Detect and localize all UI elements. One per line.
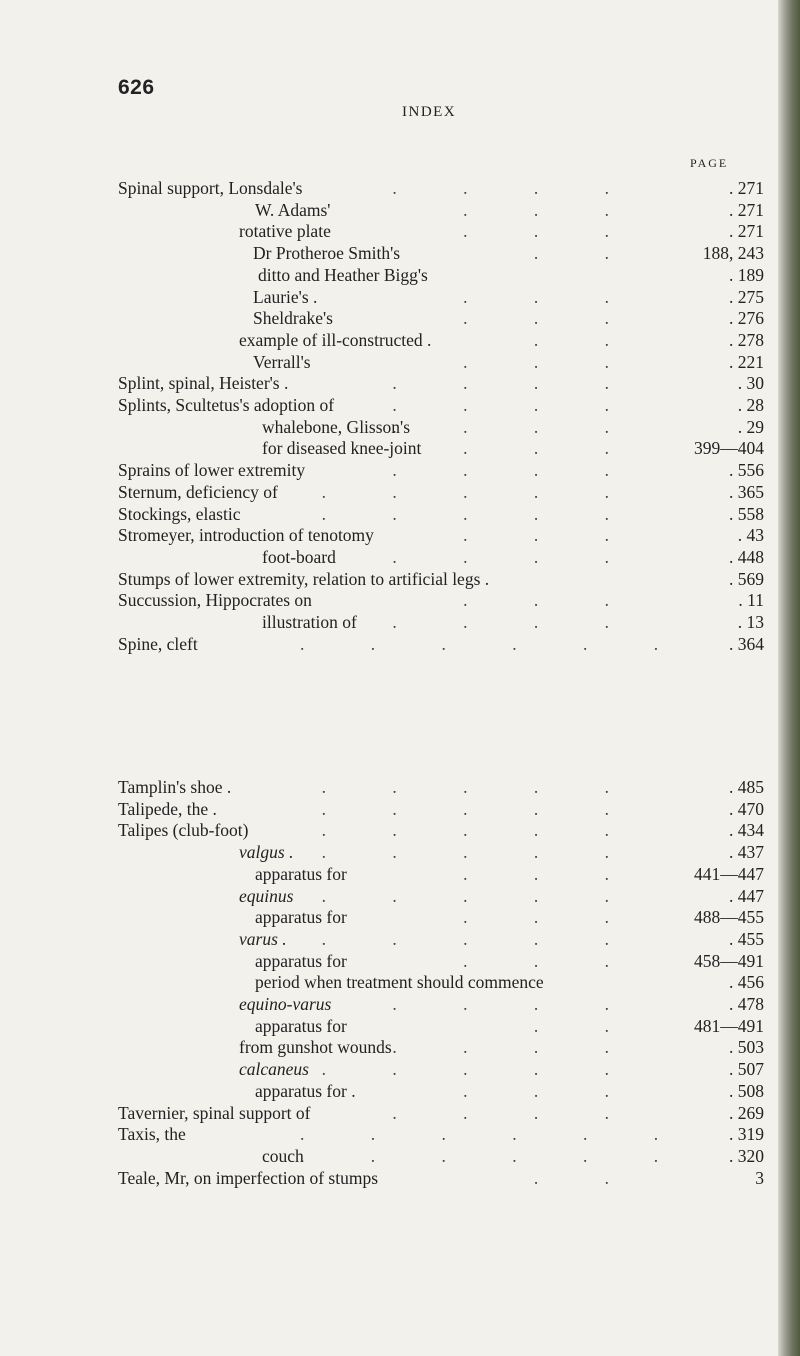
- leader-dots: . . . .: [392, 395, 640, 415]
- entry-page: . 11: [738, 590, 764, 611]
- index-entry: [0, 1145, 770, 1167]
- index-entry: [0, 906, 770, 928]
- entry-page: . 456: [729, 972, 764, 993]
- leader-dots: . . .: [463, 590, 640, 611]
- entry-label: Sternum, deficiency of: [118, 481, 278, 502]
- index-entry: [0, 372, 770, 394]
- entry-page: . 189: [729, 264, 764, 285]
- leader-dots: . . . . . .: [300, 1145, 690, 1166]
- entry-label: Tamplin's shoe .: [118, 777, 232, 797]
- index-entry: [0, 286, 770, 308]
- leader-dots: . . . . . .: [300, 1124, 690, 1145]
- entry-page: . 30: [737, 373, 764, 394]
- entry-label: whalebone, Glisson's: [262, 416, 410, 437]
- entry-page: . 269: [729, 1102, 764, 1123]
- leader-dots: . . .: [463, 525, 640, 546]
- index-entry: [0, 928, 770, 950]
- index-entry: [0, 611, 770, 633]
- entry-page: . 569: [729, 568, 764, 589]
- entry-label: apparatus for: [255, 907, 347, 928]
- entry-page: . 558: [729, 503, 764, 524]
- running-head: INDEX: [402, 104, 457, 120]
- index-entry: [0, 307, 770, 329]
- leader-dots: . . . . .: [321, 928, 640, 949]
- index-entry: [0, 416, 770, 438]
- entry-page: 481—491: [694, 1015, 764, 1036]
- index-entry: [0, 524, 770, 546]
- entry-label: example of ill-constructed .: [239, 329, 432, 350]
- leader-dots: . . . . .: [321, 546, 640, 567]
- leader-dots: . . . . .: [321, 798, 640, 819]
- entry-label: equino-varus: [239, 994, 332, 1014]
- page-edge-shadow: [778, 0, 800, 1356]
- entry-label: apparatus for: [255, 950, 347, 971]
- leader-dots: . . . . .: [321, 842, 640, 863]
- index-entry: [0, 351, 770, 373]
- entry-page: . 485: [729, 777, 764, 797]
- leader-dots: . . . . . .: [300, 633, 690, 654]
- index-entry: [0, 1102, 770, 1124]
- entry-label: apparatus for: [255, 1015, 347, 1036]
- entry-page: 3: [755, 1167, 764, 1188]
- entry-label: Spinal support, Lonsdale's: [118, 178, 303, 198]
- entry-page: . 276: [729, 308, 764, 329]
- entry-page: . 447: [729, 885, 764, 906]
- entry-label: couch: [262, 1145, 304, 1166]
- entry-label: varus .: [239, 928, 287, 949]
- index-entry: [0, 242, 770, 264]
- entry-page: . 503: [729, 1037, 764, 1058]
- index-entry: [0, 776, 770, 798]
- entry-label: from gunshot wounds: [239, 1037, 392, 1058]
- entry-label: Laurie's .: [253, 286, 318, 307]
- leader-dots: . . . .: [392, 373, 640, 394]
- leader-dots: . . . .: [392, 178, 640, 198]
- index-entry: [0, 220, 770, 242]
- leader-dots: . .: [533, 243, 640, 264]
- leader-dots: . . . . .: [321, 777, 640, 797]
- index-entry: [0, 863, 770, 885]
- entry-page: . 434: [729, 820, 764, 841]
- entry-label: apparatus for: [255, 863, 347, 884]
- entry-page: 488—455: [694, 907, 764, 928]
- entry-page: 399—404: [694, 438, 764, 459]
- entry-label: Spine, cleft: [118, 633, 198, 654]
- entry-label: illustration of: [262, 612, 357, 632]
- index-entry: [0, 971, 770, 993]
- entry-page: . 28: [737, 395, 764, 415]
- leader-dots: . . .: [463, 907, 640, 928]
- entry-page: . 278: [729, 329, 764, 350]
- page-number: 626: [118, 76, 155, 99]
- entry-page: . 271: [729, 221, 764, 242]
- index-entry: [0, 437, 770, 459]
- entry-label: Teale, Mr, on imperfection of stumps: [118, 1167, 379, 1188]
- entry-label: Verrall's: [253, 351, 311, 372]
- index-entry: [0, 177, 770, 199]
- entry-label: Splint, spinal, Heister's .: [118, 373, 289, 394]
- entry-page: . 508: [729, 1080, 764, 1101]
- index-entry: [0, 1167, 770, 1189]
- index-entry: [0, 633, 770, 655]
- entry-label: Talipes (club-foot): [118, 820, 249, 841]
- entry-page: 458—491: [694, 950, 764, 971]
- index-entry: [0, 993, 770, 1015]
- index-entry: [0, 1058, 770, 1080]
- entry-page: . 507: [729, 1059, 764, 1080]
- index-entry: [0, 264, 770, 286]
- entry-page: . 448: [729, 546, 764, 567]
- entry-label: Stockings, elastic: [118, 503, 241, 524]
- entry-page: . 13: [737, 612, 764, 632]
- index-entry: [0, 329, 770, 351]
- entry-label: Stumps of lower extremity, relation to artificial legs .: [118, 568, 490, 589]
- leader-dots: . . .: [463, 221, 640, 242]
- entry-label: foot-board: [262, 546, 336, 567]
- leader-dots: . . . . .: [321, 503, 640, 524]
- leader-dots: . . . . .: [321, 1059, 640, 1080]
- entry-page: . 470: [729, 798, 764, 819]
- leader-dots: . . . . .: [321, 820, 640, 841]
- entry-label: Taxis, the: [118, 1124, 186, 1145]
- entry-page: . 455: [729, 928, 764, 949]
- entry-page: . 221: [729, 351, 764, 372]
- entry-label: equinus: [239, 885, 294, 906]
- index-entry: [0, 199, 770, 221]
- index-entry: [0, 481, 770, 503]
- entry-label: rotative plate: [239, 221, 331, 242]
- index-entry: [0, 1123, 770, 1145]
- entry-page: . 271: [729, 199, 764, 220]
- leader-dots: . . . .: [392, 416, 640, 437]
- entry-page: . 365: [729, 481, 764, 502]
- entry-label: for diseased knee-joint: [262, 438, 422, 459]
- entry-label: period when treatment should commence: [255, 972, 544, 993]
- entry-page: . 319: [729, 1124, 764, 1145]
- index-entry: [0, 841, 770, 863]
- leader-dots: . . .: [463, 950, 640, 971]
- entry-page: 188, 243: [702, 243, 764, 264]
- index-entry: [0, 503, 770, 525]
- leader-dots: . . .: [463, 199, 640, 220]
- leader-dots: . . .: [463, 863, 640, 884]
- entry-page: . 556: [729, 460, 764, 481]
- entry-label: valgus .: [239, 842, 294, 863]
- entry-page: . 43: [737, 525, 764, 546]
- leader-dots: . . . . .: [321, 885, 640, 906]
- index-entry: [0, 589, 770, 611]
- index-entry: [0, 459, 770, 481]
- entry-page: . 271: [729, 178, 764, 198]
- index-entry: [0, 819, 770, 841]
- entry-label: Tavernier, spinal support of: [118, 1102, 311, 1123]
- leader-dots: . . . .: [392, 612, 640, 632]
- leader-dots: . . . . .: [321, 481, 640, 502]
- leader-dots: . . . .: [392, 994, 640, 1014]
- leader-dots: . . . .: [392, 1102, 640, 1123]
- entry-label: apparatus for .: [255, 1080, 356, 1101]
- index-entry: [0, 546, 770, 568]
- index-entry: [0, 950, 770, 972]
- leader-dots: . . .: [463, 308, 640, 329]
- entry-label: ditto and Heather Bigg's: [258, 264, 428, 285]
- entry-page: 441—447: [694, 863, 764, 884]
- index-entry: [0, 1080, 770, 1102]
- entry-label: Talipede, the .: [118, 798, 217, 819]
- index-entry: [0, 798, 770, 820]
- entry-page: . 364: [729, 633, 764, 654]
- page-column-heading: PAGE: [690, 156, 729, 170]
- entry-label: Sprains of lower extremity: [118, 460, 306, 481]
- entry-label: Dr Protheroe Smith's: [253, 243, 401, 264]
- entry-page: . 275: [729, 286, 764, 307]
- leader-dots: . . . .: [392, 1037, 640, 1058]
- index-entry: [0, 568, 770, 590]
- leader-dots: . . . .: [392, 460, 640, 481]
- entry-label: Stromeyer, introduction of tenotomy: [118, 525, 374, 546]
- entry-label: W. Adams': [255, 199, 331, 220]
- leader-dots: . . .: [463, 286, 640, 307]
- index-entry: [0, 1036, 770, 1058]
- entry-label: Sheldrake's: [253, 308, 333, 329]
- entry-page: . 478: [729, 994, 764, 1014]
- leader-dots: . .: [533, 1015, 640, 1036]
- entry-label: Splints, Scultetus's adoption of: [118, 395, 335, 415]
- entry-page: . 437: [729, 842, 764, 863]
- leader-dots: . . .: [463, 351, 640, 372]
- leader-dots: . . .: [463, 438, 640, 459]
- index-entry: [0, 394, 770, 416]
- entry-label: calcaneus: [239, 1059, 309, 1080]
- leader-dots: . . .: [463, 1080, 640, 1101]
- entry-label: Succussion, Hippocrates on: [118, 590, 312, 611]
- index-entry: [0, 1015, 770, 1037]
- leader-dots: . .: [533, 329, 640, 350]
- index-entry: [0, 885, 770, 907]
- entry-page: . 29: [737, 416, 764, 437]
- entry-page: . 320: [729, 1145, 764, 1166]
- leader-dots: . .: [533, 1167, 640, 1188]
